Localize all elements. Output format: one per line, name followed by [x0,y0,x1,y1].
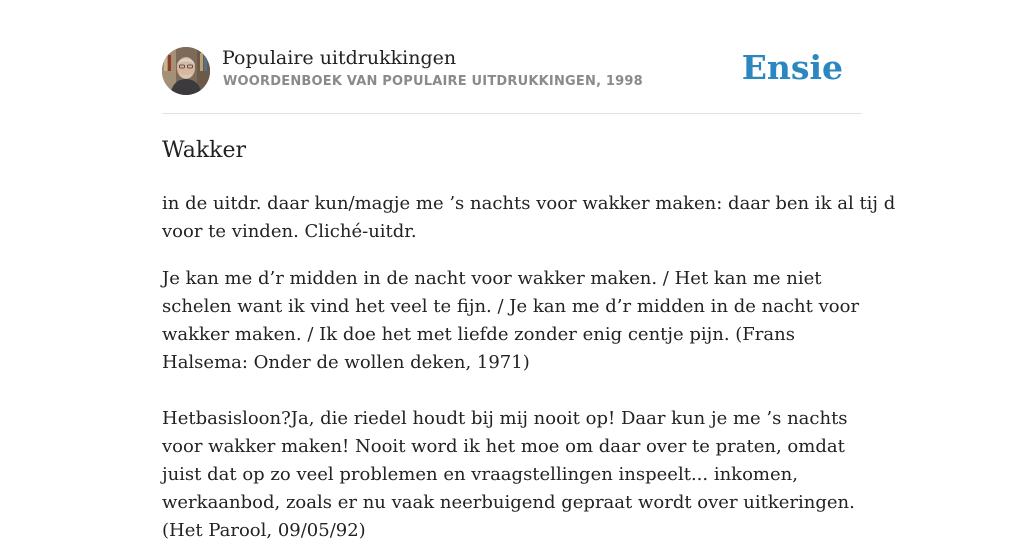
entry-definition [162,190,896,246]
definition-line-1: in de uitdr. daar kun/magje me ’s nachts voor wakker maken: daar ben ik al tij d [162,193,896,214]
ensie-logo[interactable]: Ensie [741,48,843,87]
source-header [162,46,862,96]
source-title[interactable]: Populaire uitdrukkingen [222,47,457,69]
author-portrait-icon [162,47,210,95]
source-subtitle: WOORDENBOEK VAN POPULAIRE UITDRUKKINGEN, 1998 [223,74,643,89]
example-quote-2: Hetbasisloon?Ja, die riedel houdt bij mij nooit op! Daar kun je me ’s nachts voor wakker maken! Nooit word ik het moe om daar over te praten, omdat juist dat op zo veel problemen en vraagstellingen inspeelt... inkomen, werkaanbod, zoals er nu vaak neerbuigend gepraat wordt over uitkeringen. (Het Parool, 09/05/92) [162,408,855,541]
header-divider [162,113,862,114]
definition-line-2: voor te vinden. Cliché-uitdr. [162,221,417,242]
entry-card [162,0,896,541]
example-quote-1: Je kan me d’r midden in de nacht voor wakker maken. / Het kan me niet schelen want ik vind het veel te fijn. / Je kan me d’r midden in de nacht voor wakker maken. / Ik doe het met liefde zonder enig centje pijn. (Frans Halsema: Onder de wollen deken, 1971) [162,268,860,373]
author-avatar[interactable] [162,47,210,95]
entry-title: Wakker [162,138,247,163]
